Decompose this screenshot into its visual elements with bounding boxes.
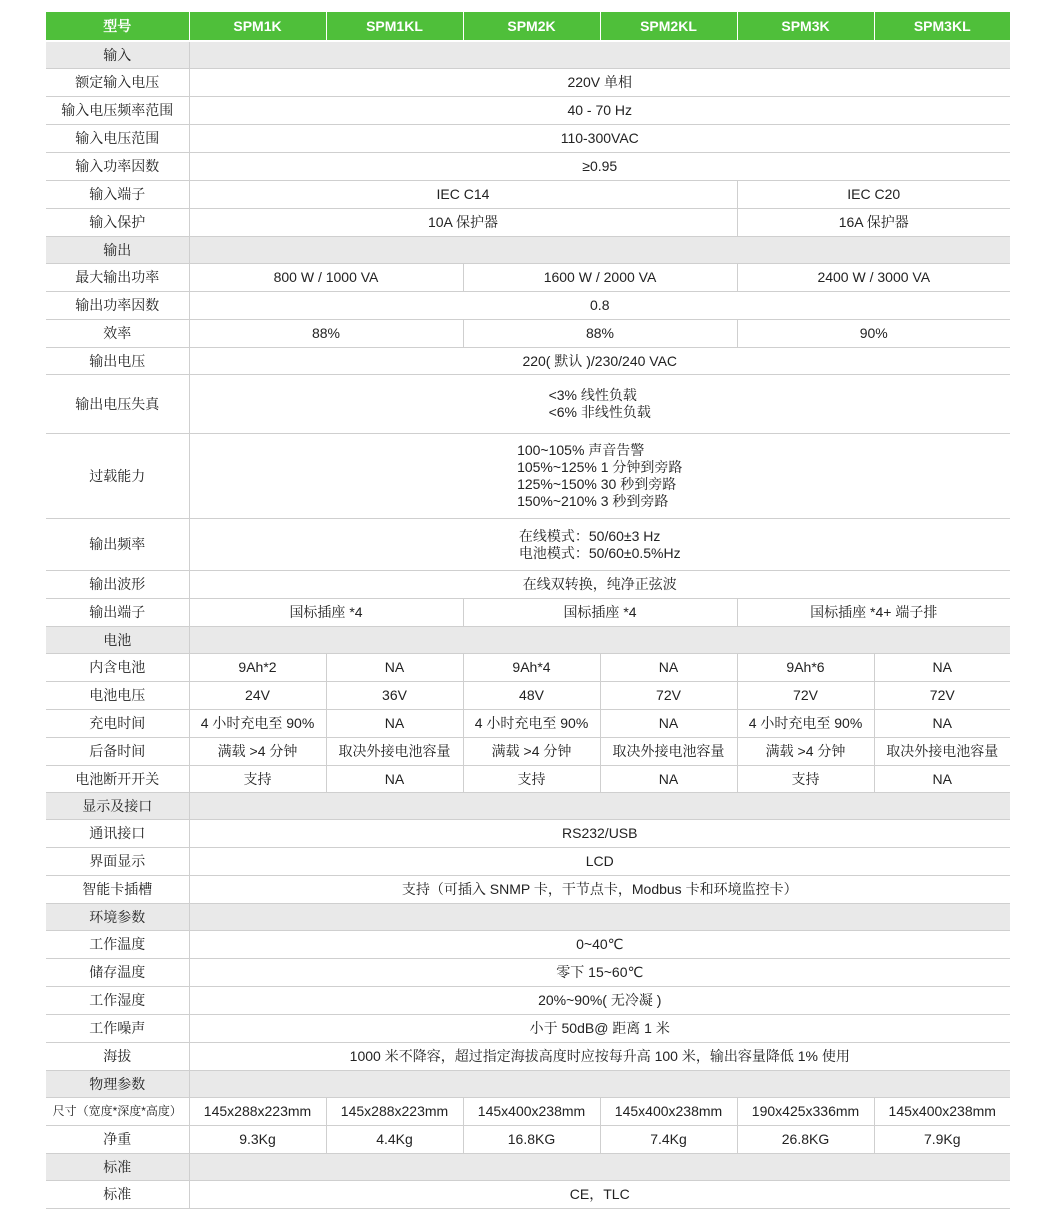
row-label: 输入端子 [46,181,189,209]
row-label: 后备时间 [46,738,189,766]
row-label: 充电时间 [46,710,189,738]
cell-value: 0.8 [189,292,1010,320]
cell-value: 145x400x238mm [600,1098,737,1126]
spec-row [46,519,1010,571]
cell-value: 国标插座 *4 [463,599,737,627]
cell-value: NA [874,766,1010,793]
cell-value: 支持 [189,766,326,793]
cell-value: 9Ah*4 [463,654,600,682]
row-label: 输入电压频率范围 [46,97,189,125]
cell-value [189,434,1010,519]
cell-value: 90% [737,320,1010,348]
spec-row [46,766,1010,793]
cell-value: 零下 15~60℃ [189,959,1010,987]
cell-value: 88% [463,320,737,348]
value-line: <6% 非线性负载 [548,404,651,420]
cell-value: 满载 >4 分钟 [189,738,326,766]
model-spm3kl: SPM3KL [874,12,1010,41]
cell-value: ≥0.95 [189,153,1010,181]
value-line: <3% 线性负载 [548,387,637,403]
cell-value: 145x288x223mm [326,1098,463,1126]
row-label: 输出功率因数 [46,292,189,320]
cell-value: 9.3Kg [189,1126,326,1154]
cell-value: CE，TLC [189,1181,1010,1209]
cell-value: 国标插座 *4+ 端子排 [737,599,1010,627]
cell-value: 国标插座 *4 [189,599,463,627]
cell-value: 9Ah*6 [737,654,874,682]
spec-row [46,654,1010,682]
cell-value: 220( 默认 )/230/240 VAC [189,348,1010,375]
row-label: 额定输入电压 [46,69,189,97]
cell-value: 支持 [463,766,600,793]
spec-row [46,1015,1010,1043]
spec-table [46,12,1010,1209]
spec-row [46,599,1010,627]
section-title-standard: 标准 [46,1154,189,1181]
section-title-output: 输出 [46,237,189,264]
section-row-input [46,41,1010,69]
cell-value: NA [326,710,463,738]
spec-row [46,959,1010,987]
row-label: 过载能力 [46,434,189,519]
row-label: 内含电池 [46,654,189,682]
spec-row [46,375,1010,434]
row-label: 输出频率 [46,519,189,571]
section-title-environment: 环境参数 [46,904,189,931]
cell-value: 4 小时充电至 90% [463,710,600,738]
spec-row [46,348,1010,375]
cell-value: 取决外接电池容量 [874,738,1010,766]
section-fill [189,904,1010,931]
spec-row [46,125,1010,153]
cell-value: 小于 50dB@ 距离 1 米 [189,1015,1010,1043]
cell-value: 7.9Kg [874,1126,1010,1154]
row-label: 效率 [46,320,189,348]
cell-value: NA [326,654,463,682]
model-spm2k: SPM2K [463,12,600,41]
spec-row [46,848,1010,876]
spec-row [46,710,1010,738]
row-label: 工作噪声 [46,1015,189,1043]
cell-value: 72V [600,682,737,710]
row-label: 尺寸（宽度*深度*高度） [46,1098,189,1126]
cell-value: 145x400x238mm [463,1098,600,1126]
section-row-battery [46,627,1010,654]
section-row-display [46,793,1010,820]
spec-row [46,97,1010,125]
cell-value: 26.8KG [737,1126,874,1154]
row-label: 工作湿度 [46,987,189,1015]
value-line: 100~105% 声音告警 [517,442,645,458]
row-label: 最大输出功率 [46,264,189,292]
spec-row [46,69,1010,97]
spec-row [46,264,1010,292]
cell-value: 9Ah*2 [189,654,326,682]
value-line: 150%~210% 3 秒到旁路 [517,493,669,509]
section-fill [189,627,1010,654]
spec-row [46,1181,1010,1209]
value-line: 125%~150% 30 秒到旁路 [517,476,677,492]
header-row [46,12,1010,41]
spec-row [46,292,1010,320]
cell-value: 在线双转换，纯净正弦波 [189,571,1010,599]
row-label: 工作温度 [46,931,189,959]
cell-value: 1600 W / 2000 VA [463,264,737,292]
cell-value: IEC C20 [737,181,1010,209]
row-label: 海拔 [46,1043,189,1071]
value-line: 电池模式：50/60±0.5%Hz [518,544,681,561]
row-label: 净重 [46,1126,189,1154]
spec-row [46,738,1010,766]
cell-value: 支持 [737,766,874,793]
row-label: 输入功率因数 [46,153,189,181]
row-label: 电池断开开关 [46,766,189,793]
cell-value: RS232/USB [189,820,1010,848]
cell-value: 4 小时充电至 90% [189,710,326,738]
cell-value: 800 W / 1000 VA [189,264,463,292]
cell-value: 110-300VAC [189,125,1010,153]
row-label: 输出端子 [46,599,189,627]
model-header: 型号 [46,12,189,41]
spec-row [46,682,1010,710]
section-title-battery: 电池 [46,627,189,654]
cell-value: 40 - 70 Hz [189,97,1010,125]
spec-row [46,1098,1010,1126]
cell-value: IEC C14 [189,181,737,209]
spec-row [46,987,1010,1015]
cell-value: 1000 米不降容，超过指定海拔高度时应按每升高 100 米，输出容量降低 1% 使用 [189,1043,1010,1071]
section-fill [189,41,1010,69]
model-spm3k: SPM3K [737,12,874,41]
row-label: 输出电压 [46,348,189,375]
spec-row [46,876,1010,904]
cell-value: 20%~90%( 无冷凝 ) [189,987,1010,1015]
section-fill [189,793,1010,820]
cell-value: 16.8KG [463,1126,600,1154]
section-title-display: 显示及接口 [46,793,189,820]
cell-value: 16A 保护器 [737,209,1010,237]
row-label: 输入电压范围 [46,125,189,153]
row-label: 电池电压 [46,682,189,710]
row-label: 输出波形 [46,571,189,599]
cell-value: 2400 W / 3000 VA [737,264,1010,292]
row-label: 输出电压失真 [46,375,189,434]
spec-row [46,434,1010,519]
cell-value: 72V [874,682,1010,710]
section-fill [189,1071,1010,1098]
cell-value: 220V 单相 [189,69,1010,97]
cell-value: 4.4Kg [326,1126,463,1154]
multi-line-value [517,442,682,510]
spec-row [46,1043,1010,1071]
multi-line-value [519,528,681,562]
cell-value: 取决外接电池容量 [326,738,463,766]
spec-row [46,571,1010,599]
cell-value: NA [600,710,737,738]
section-fill [189,237,1010,264]
model-spm1kl: SPM1KL [326,12,463,41]
cell-value: NA [600,654,737,682]
cell-value: NA [874,710,1010,738]
row-label: 智能卡插槽 [46,876,189,904]
row-label: 通讯接口 [46,820,189,848]
model-spm2kl: SPM2KL [600,12,737,41]
cell-value: NA [326,766,463,793]
spec-row [46,320,1010,348]
cell-value: 取决外接电池容量 [600,738,737,766]
section-row-standard [46,1154,1010,1181]
row-label: 输入保护 [46,209,189,237]
section-row-environment [46,904,1010,931]
spec-row [46,153,1010,181]
cell-value [189,375,1010,434]
cell-value: 10A 保护器 [189,209,737,237]
value-line: 105%~125% 1 分钟到旁路 [517,459,683,475]
cell-value: 145x400x238mm [874,1098,1010,1126]
spec-row [46,181,1010,209]
cell-value: 72V [737,682,874,710]
cell-value: 24V [189,682,326,710]
cell-value: 4 小时充电至 90% [737,710,874,738]
section-row-output [46,237,1010,264]
cell-value: 满载 >4 分钟 [737,738,874,766]
spec-row [46,1126,1010,1154]
multi-line-value [549,387,651,421]
cell-value: NA [874,654,1010,682]
row-label: 界面显示 [46,848,189,876]
cell-value: NA [600,766,737,793]
section-title-physical: 物理参数 [46,1071,189,1098]
cell-value: 7.4Kg [600,1126,737,1154]
spec-row [46,931,1010,959]
section-row-physical [46,1071,1010,1098]
model-spm1k: SPM1K [189,12,326,41]
cell-value: 支持（可插入 SNMP 卡，干节点卡，Modbus 卡和环境监控卡） [189,876,1010,904]
section-title-input: 输入 [46,41,189,69]
spec-row [46,209,1010,237]
value-line: 在线模式：50/60±3 Hz [518,527,661,544]
cell-value [189,519,1010,571]
row-label: 储存温度 [46,959,189,987]
cell-value: LCD [189,848,1010,876]
cell-value: 48V [463,682,600,710]
cell-value: 88% [189,320,463,348]
section-fill [189,1154,1010,1181]
cell-value: 满载 >4 分钟 [463,738,600,766]
cell-value: 145x288x223mm [189,1098,326,1126]
row-label: 标准 [46,1181,189,1209]
cell-value: 190x425x336mm [737,1098,874,1126]
spec-row [46,820,1010,848]
cell-value: 0~40℃ [189,931,1010,959]
cell-value: 36V [326,682,463,710]
